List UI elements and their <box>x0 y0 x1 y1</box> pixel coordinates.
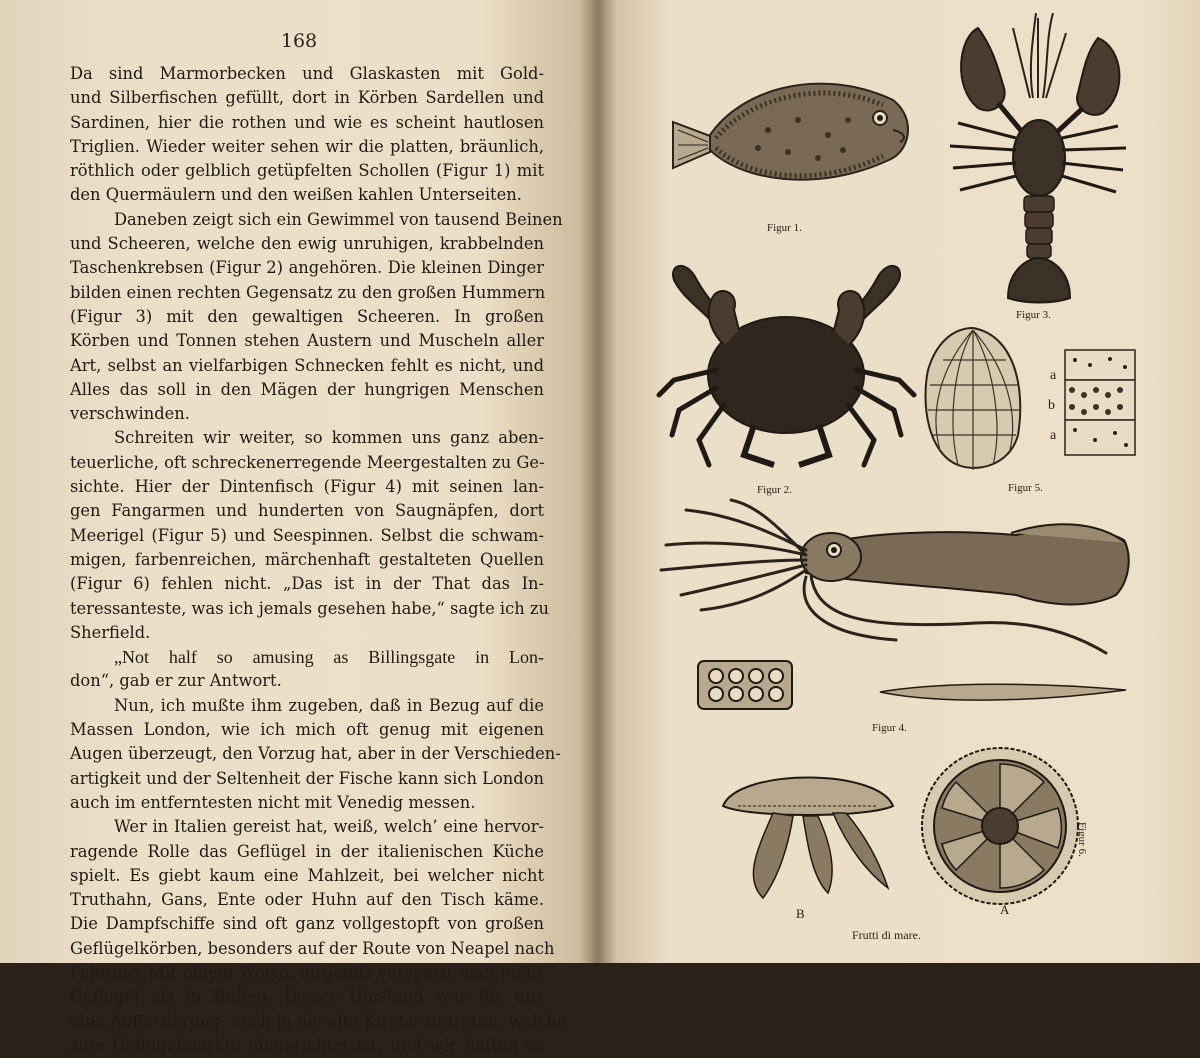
caption-figur-2: Figur 2. <box>757 484 792 496</box>
jellyfish-b-illustration <box>718 768 898 903</box>
text-line: Schreiten wir weiter, so kommen uns ganz aben- <box>114 428 544 448</box>
text-line: röthlich oder gelblich getüpfelten Schollen (Figur 1) mit <box>70 161 544 181</box>
text-line: Nun, ich mußte ihm zugeben, daß in Bezug auf die <box>114 695 544 715</box>
lobster-illustration <box>938 8 1138 308</box>
text-line: Meerigel (Figur 5) und Seespinnen. Selbst die schwam- <box>70 525 544 545</box>
flatfish-illustration <box>668 60 918 220</box>
text-line: teressanteste, was ich jemals gesehen habe,“ sagte ich zu <box>70 598 549 618</box>
text-line: zum Geflügelmarkte eingerichtet ist, und wir hatten es <box>70 1035 544 1055</box>
plate-title: Frutti di mare. <box>852 928 921 942</box>
text-line: und Scheeren, welche den ewig unruhigen, krabbelnden <box>70 234 544 254</box>
label-A: A <box>1000 902 1010 917</box>
text-line: Palermo. Mit einem Worte, nirgends verspeist man mehr <box>70 962 544 982</box>
text-line: migen, farbenreichen, märchenhaft gestalteten Quellen <box>70 549 544 569</box>
text-line: den Quermäulern und den weißen kahlen Unterseiten. <box>70 185 522 205</box>
text-line: und Silberfischen gefüllt, dort in Körben Sardellen und <box>70 88 544 108</box>
text-line: artigkeit und der Seltenheit der Fische kann sich London <box>70 768 544 788</box>
label-a-fig5: a <box>1050 368 1057 383</box>
squid-illustration <box>656 495 1136 665</box>
body-text <box>70 62 567 1058</box>
label-a2-fig5: a <box>1050 428 1057 443</box>
text-line: Truthahn, Gans, Ente oder Huhn auf den Tisch käme. <box>70 890 544 910</box>
text-line: sichte. Hier der Dintenfisch (Figur 4) mit seinen lan- <box>70 477 544 497</box>
text-line: don“, gab er zur Antwort. <box>70 671 282 691</box>
text-line: Alles das soll in den Mägen der hungrigen Menschen <box>70 379 544 399</box>
text-line: Geflügel als in Italien. Dieser Umstand war für uns <box>70 987 544 1007</box>
text-line: Massen London, wie ich mich oft genug mit eigenen <box>70 720 544 740</box>
text-line: gen Fangarmen und hunderten von Saugnäpfen, dort <box>70 501 544 521</box>
text-line: Die Dampfschiffe sind oft ganz vollgestopft von großen <box>70 914 544 934</box>
text-line: Geflügelkörben, besonders auf der Route von Neapel nach <box>70 938 555 958</box>
caption-figur-4: Figur 4. <box>872 722 907 734</box>
caption-figur-1: Figur 1. <box>767 222 802 234</box>
caption-figur-5: Figur 5. <box>1008 482 1043 494</box>
text-line: Augen überzeugt, den Vorzug hat, aber in der Verschieden- <box>70 744 561 764</box>
text-line: teuerliche, oft schreckenerregende Meergestalten zu Ge- <box>70 452 545 472</box>
text-line: Taschenkrebsen (Figur 2) angehören. Die kleinen Dinger <box>70 258 544 278</box>
text-line: Körben und Tonnen stehen Austern und Muscheln aller <box>70 331 544 351</box>
text-line: Wer in Italien gereist hat, weiß, welch’ eine hervor- <box>114 817 544 837</box>
text-line: Sherfield. <box>70 622 151 642</box>
text-line: auch im entferntesten nicht mit Venedig messen. <box>70 792 476 812</box>
text-line: Daneben zeigt sich ein Gewimmel von tausend Beinen <box>114 209 563 229</box>
text-line: spielt. Es giebt kaum eine Mahlzeit, bei welcher nicht <box>70 865 544 885</box>
caption-figur-6: Figur 6. <box>1076 822 1088 857</box>
label-B: B <box>796 906 805 921</box>
squid-sucker-detail <box>696 656 796 716</box>
text-line: Sardinen, hier die rothen und wie es scheint hautlosen <box>70 112 544 132</box>
urchin-detail-illustration <box>1060 345 1140 460</box>
text-line: Triglien. Wieder weiter sehen wir die platten, bräunlich, <box>70 136 544 156</box>
left-page <box>0 0 598 1055</box>
sea-urchin-illustration <box>918 325 1028 475</box>
label-b-fig5: b <box>1048 398 1055 413</box>
text-line: „Not half so amusing as Billingsgate in Lon- <box>114 647 544 668</box>
text-line: Art, selbst an vielfarbigen Schnecken fehlt es nicht, und <box>70 355 544 375</box>
text-line: eine Aufforderung, auch in die alte Kirche zu treten, welche <box>70 1011 567 1031</box>
text-line: (Figur 6) fehlen nicht. „Das ist in der That das In- <box>70 574 544 594</box>
text-line: Da sind Marmorbecken und Glaskasten mit Gold- <box>70 64 544 83</box>
text-line: ragende Rolle das Geflügel in der italienischen Küche <box>70 841 544 861</box>
text-line: verschwinden. <box>70 404 190 424</box>
jellyfish-a-illustration <box>918 738 1083 910</box>
page-number: 168 <box>280 30 318 52</box>
squid-pen-illustration <box>878 680 1128 706</box>
crab-illustration <box>654 250 919 480</box>
text-line: (Figur 3) mit den gewaltigen Scheeren. In großen <box>70 306 544 326</box>
caption-figur-3: Figur 3. <box>1016 309 1051 321</box>
text-line: bilden einen rechten Gegensatz zu den großen Hummern <box>70 282 546 302</box>
